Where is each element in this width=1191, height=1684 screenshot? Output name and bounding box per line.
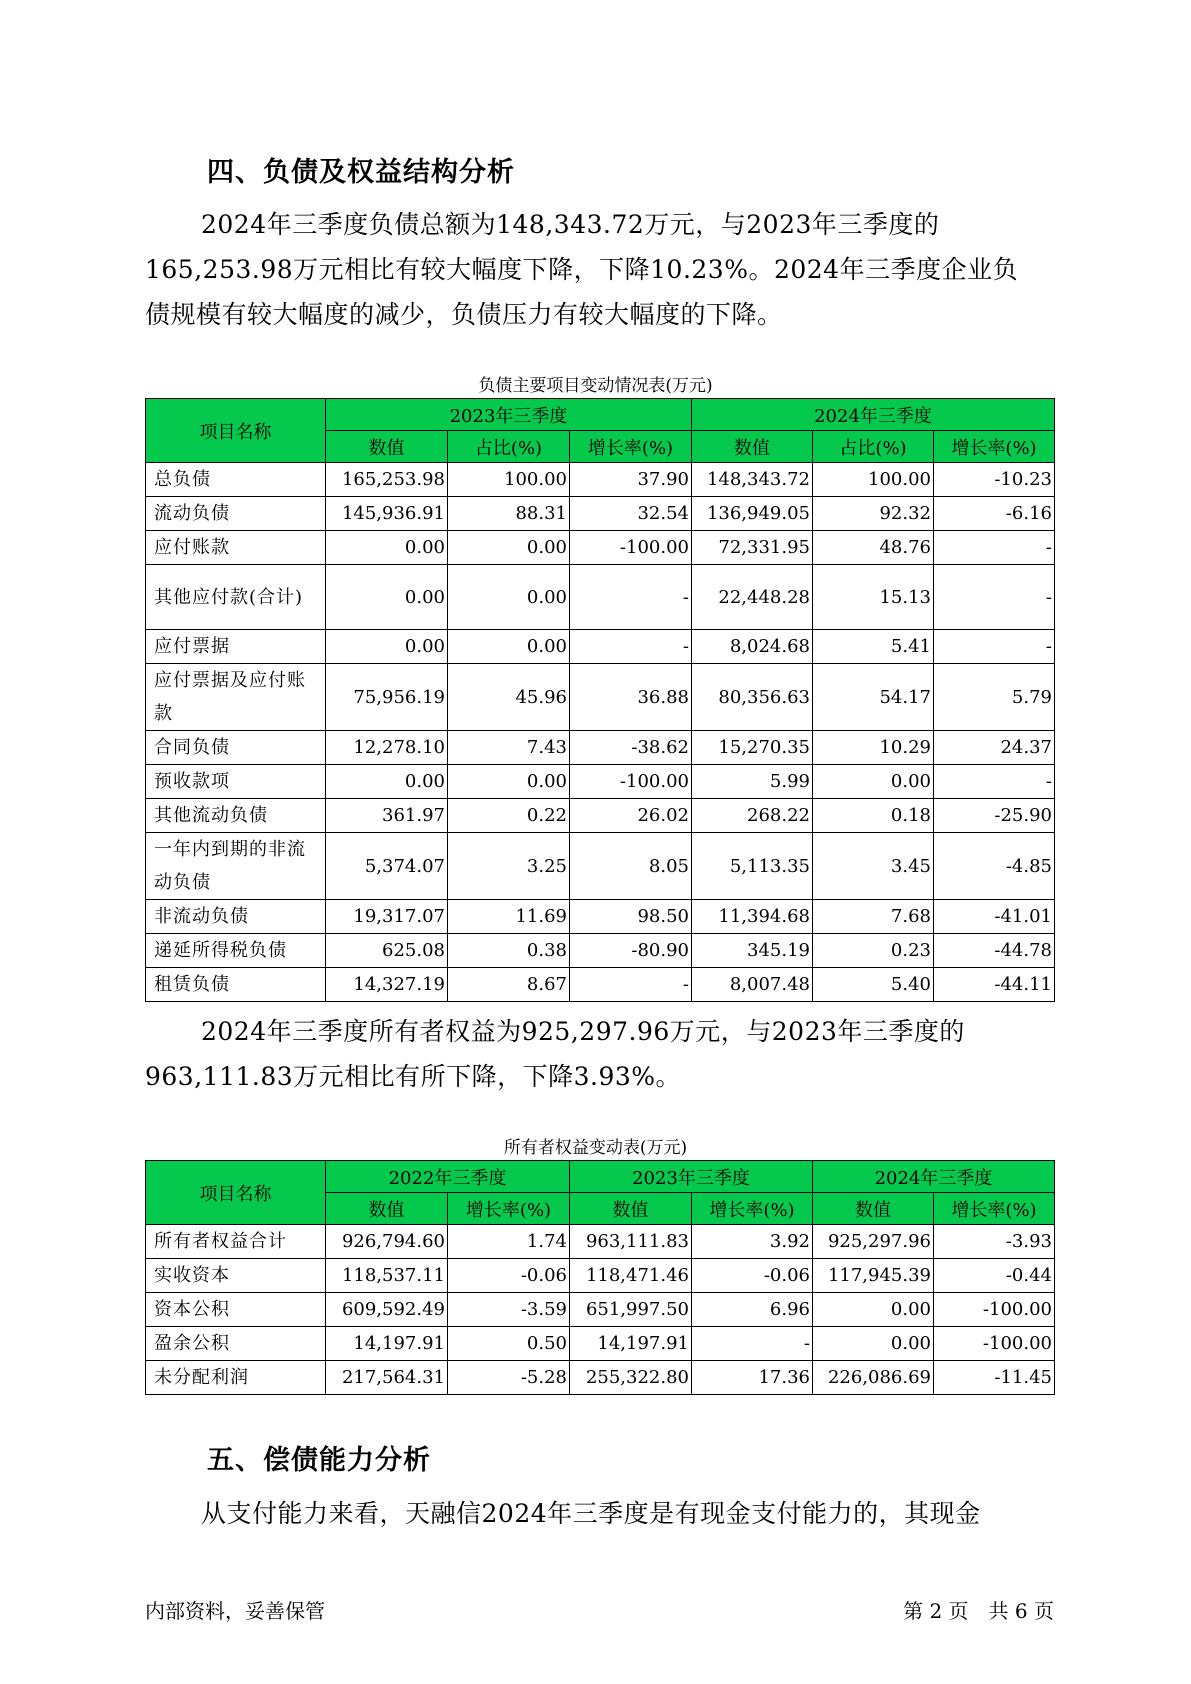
table-cell: 8.67 [448, 968, 570, 1002]
table-cell: 5.40 [813, 968, 934, 1002]
row-label: 其他应付款(合计) [146, 565, 326, 630]
row-label: 盈余公积 [146, 1327, 326, 1361]
table-cell: 5.41 [813, 630, 934, 664]
column-header-item-name: 项目名称 [146, 399, 326, 463]
table-cell: 0.00 [813, 1293, 934, 1327]
table-cell: 17.36 [692, 1361, 813, 1395]
table-cell: 3.45 [813, 833, 934, 900]
table-cell: 80,356.63 [692, 664, 813, 731]
row-label: 合同负债 [146, 731, 326, 765]
paragraph-line: 债规模有较大幅度的减少，负债压力有较大幅度的下降。 [145, 300, 783, 329]
table-cell: 88.31 [448, 497, 570, 531]
column-header: 数值 [326, 431, 448, 463]
table-cell: 92.32 [813, 497, 934, 531]
row-label: 应付票据 [146, 630, 326, 664]
table-cell: 0.23 [813, 934, 934, 968]
column-header: 增长率(%) [934, 431, 1055, 463]
table-cell: 0.00 [326, 565, 448, 630]
table-row [146, 1293, 1055, 1327]
table-row [146, 765, 1055, 799]
table-cell: -44.11 [934, 968, 1055, 1002]
table-row [146, 731, 1055, 765]
table-row [146, 968, 1055, 1002]
table-cell: 11.69 [448, 900, 570, 934]
table-cell: 36.88 [570, 664, 692, 731]
table-cell: 19,317.07 [326, 900, 448, 934]
paragraph-line: 2024年三季度所有者权益为925,297.96万元，与2023年三季度的 [201, 1017, 965, 1046]
table-caption-equity: 所有者权益变动表(万元) [503, 1138, 688, 1158]
table-cell: 926,794.60 [326, 1225, 448, 1259]
column-header: 数值 [813, 1193, 934, 1225]
table-cell: 6.96 [692, 1293, 813, 1327]
table-cell: 361.97 [326, 799, 448, 833]
paragraph-line: 2024年三季度负债总额为148,343.72万元，与2023年三季度的 [201, 210, 940, 239]
footer-confidential-note: 内部资料，妥善保管 [145, 1599, 325, 1623]
table-cell: 118,537.11 [326, 1259, 448, 1293]
row-label: 租赁负债 [146, 968, 326, 1002]
table-caption-liabilities: 负债主要项目变动情况表(万元) [478, 376, 713, 396]
table-row [146, 497, 1055, 531]
table-row [146, 934, 1055, 968]
table-cell: 0.00 [326, 531, 448, 565]
row-label: 一年内到期的非流动负债 [146, 833, 326, 900]
table-cell: 148,343.72 [692, 463, 813, 497]
table-row [146, 1361, 1055, 1395]
table-cell: 0.38 [448, 934, 570, 968]
row-label: 总负债 [146, 463, 326, 497]
table-cell: -0.06 [448, 1259, 570, 1293]
row-label: 应付票据及应付账款 [146, 664, 326, 731]
table-cell: 14,197.91 [570, 1327, 692, 1361]
column-header: 数值 [570, 1193, 692, 1225]
paragraph-line: 165,253.98万元相比有较大幅度下降，下降10.23%。2024年三季度企业负 [145, 255, 1019, 284]
row-label: 所有者权益合计 [146, 1225, 326, 1259]
table-cell: 5,113.35 [692, 833, 813, 900]
equity-paragraph [145, 1009, 1055, 1099]
table-cell: 925,297.96 [813, 1225, 934, 1259]
table-cell: 14,327.19 [326, 968, 448, 1002]
table-cell: -6.16 [934, 497, 1055, 531]
table-cell: -100.00 [934, 1293, 1055, 1327]
table-cell: 100.00 [448, 463, 570, 497]
table-cell: - [570, 565, 692, 630]
table-cell: 8.05 [570, 833, 692, 900]
table-cell: 118,471.46 [570, 1259, 692, 1293]
table-cell: - [934, 765, 1055, 799]
table-row [146, 463, 1055, 497]
table-cell: 0.22 [448, 799, 570, 833]
table-cell: 0.00 [448, 630, 570, 664]
column-header: 占比(%) [813, 431, 934, 463]
table-cell: 10.29 [813, 731, 934, 765]
table-cell: 5.99 [692, 765, 813, 799]
column-header-item-name: 项目名称 [146, 1161, 326, 1225]
table-cell: - [692, 1327, 813, 1361]
table-cell: 117,945.39 [813, 1259, 934, 1293]
table-cell: 8,024.68 [692, 630, 813, 664]
table-cell: 15.13 [813, 565, 934, 630]
table-cell: 136,949.05 [692, 497, 813, 531]
table-cell: 14,197.91 [326, 1327, 448, 1361]
column-header-period: 2023年三季度 [570, 1161, 813, 1193]
paragraph-line: 963,111.83万元相比有所下降，下降3.93%。 [145, 1062, 682, 1091]
row-label: 其他流动负债 [146, 799, 326, 833]
table-cell: 37.90 [570, 463, 692, 497]
table-cell: -5.28 [448, 1361, 570, 1395]
table-row [146, 565, 1055, 630]
table-row [146, 833, 1055, 900]
table-row [146, 630, 1055, 664]
table-cell: -100.00 [570, 531, 692, 565]
table-cell: 75,956.19 [326, 664, 448, 731]
table-cell: 625.08 [326, 934, 448, 968]
column-header-period: 2023年三季度 [326, 399, 692, 431]
table-row [146, 799, 1055, 833]
table-cell: -4.85 [934, 833, 1055, 900]
table-cell: 0.00 [326, 765, 448, 799]
table-cell: 45.96 [448, 664, 570, 731]
table-cell: 0.00 [326, 630, 448, 664]
table-cell: 609,592.49 [326, 1293, 448, 1327]
table-cell: -11.45 [934, 1361, 1055, 1395]
column-header-period: 2024年三季度 [692, 399, 1055, 431]
table-cell: 12,278.10 [326, 731, 448, 765]
table-cell: -3.59 [448, 1293, 570, 1327]
table-cell: 5,374.07 [326, 833, 448, 900]
table-cell: -100.00 [570, 765, 692, 799]
table-cell: 3.92 [692, 1225, 813, 1259]
table-row [146, 1327, 1055, 1361]
row-label: 预收款项 [146, 765, 326, 799]
row-label: 流动负债 [146, 497, 326, 531]
table-cell: -100.00 [934, 1327, 1055, 1361]
liabilities-table [145, 398, 1055, 1002]
table-cell: -3.93 [934, 1225, 1055, 1259]
column-header: 增长率(%) [934, 1193, 1055, 1225]
table-cell: 32.54 [570, 497, 692, 531]
table-cell: -41.01 [934, 900, 1055, 934]
section-heading-solvency: 五、偿债能力分析 [207, 1445, 431, 1476]
table-cell: 145,936.91 [326, 497, 448, 531]
table-cell: 3.25 [448, 833, 570, 900]
column-header: 占比(%) [448, 431, 570, 463]
table-cell: 0.18 [813, 799, 934, 833]
table-cell: 54.17 [813, 664, 934, 731]
table-row [146, 664, 1055, 731]
table-cell: 165,253.98 [326, 463, 448, 497]
table-cell: 7.43 [448, 731, 570, 765]
table-row [146, 531, 1055, 565]
table-cell: 72,331.95 [692, 531, 813, 565]
table-row [146, 1259, 1055, 1293]
solvency-paragraph: 从支付能力来看，天融信2024年三季度是有现金支付能力的，其现金 [201, 1499, 981, 1528]
row-label: 资本公积 [146, 1293, 326, 1327]
table-cell: 1.74 [448, 1225, 570, 1259]
table-cell: 22,448.28 [692, 565, 813, 630]
table-cell: - [934, 630, 1055, 664]
table-cell: 0.00 [448, 765, 570, 799]
table-cell: 268.22 [692, 799, 813, 833]
table-cell: 0.00 [448, 531, 570, 565]
table-cell: - [570, 968, 692, 1002]
table-cell: -0.06 [692, 1259, 813, 1293]
table-cell: 24.37 [934, 731, 1055, 765]
table-cell: 963,111.83 [570, 1225, 692, 1259]
table-cell: - [934, 531, 1055, 565]
table-cell: 8,007.48 [692, 968, 813, 1002]
table-cell: 651,997.50 [570, 1293, 692, 1327]
table-cell: 98.50 [570, 900, 692, 934]
table-cell: 100.00 [813, 463, 934, 497]
table-row [146, 900, 1055, 934]
table-cell: 11,394.68 [692, 900, 813, 934]
table-cell: 255,322.80 [570, 1361, 692, 1395]
table-cell: - [570, 630, 692, 664]
column-header: 数值 [326, 1193, 448, 1225]
column-header-period: 2022年三季度 [326, 1161, 570, 1193]
equity-table [145, 1160, 1055, 1395]
column-header: 增长率(%) [692, 1193, 813, 1225]
column-header: 增长率(%) [570, 431, 692, 463]
table-cell: 48.76 [813, 531, 934, 565]
table-cell: 345.19 [692, 934, 813, 968]
table-cell: -10.23 [934, 463, 1055, 497]
row-label: 应付账款 [146, 531, 326, 565]
liabilities-paragraph [145, 202, 1055, 337]
table-cell: 0.00 [813, 1327, 934, 1361]
table-cell: -0.44 [934, 1259, 1055, 1293]
table-cell: 0.00 [813, 765, 934, 799]
table-cell: 226,086.69 [813, 1361, 934, 1395]
row-label: 实收资本 [146, 1259, 326, 1293]
section-heading-liabilities-equity: 四、负债及权益结构分析 [207, 157, 515, 188]
table-cell: 26.02 [570, 799, 692, 833]
table-cell: 0.50 [448, 1327, 570, 1361]
table-cell: 7.68 [813, 900, 934, 934]
row-label: 非流动负债 [146, 900, 326, 934]
table-cell: -44.78 [934, 934, 1055, 968]
column-header-period: 2024年三季度 [813, 1161, 1055, 1193]
table-cell: 5.79 [934, 664, 1055, 731]
table-row [146, 1225, 1055, 1259]
row-label: 递延所得税负债 [146, 934, 326, 968]
footer-page-number: 第 2 页 共 6 页 [903, 1599, 1054, 1623]
table-cell: - [934, 565, 1055, 630]
table-cell: 0.00 [448, 565, 570, 630]
table-cell: -25.90 [934, 799, 1055, 833]
row-label: 未分配利润 [146, 1361, 326, 1395]
table-cell: 15,270.35 [692, 731, 813, 765]
table-cell: -80.90 [570, 934, 692, 968]
column-header: 增长率(%) [448, 1193, 570, 1225]
table-cell: -38.62 [570, 731, 692, 765]
table-cell: 217,564.31 [326, 1361, 448, 1395]
column-header: 数值 [692, 431, 813, 463]
